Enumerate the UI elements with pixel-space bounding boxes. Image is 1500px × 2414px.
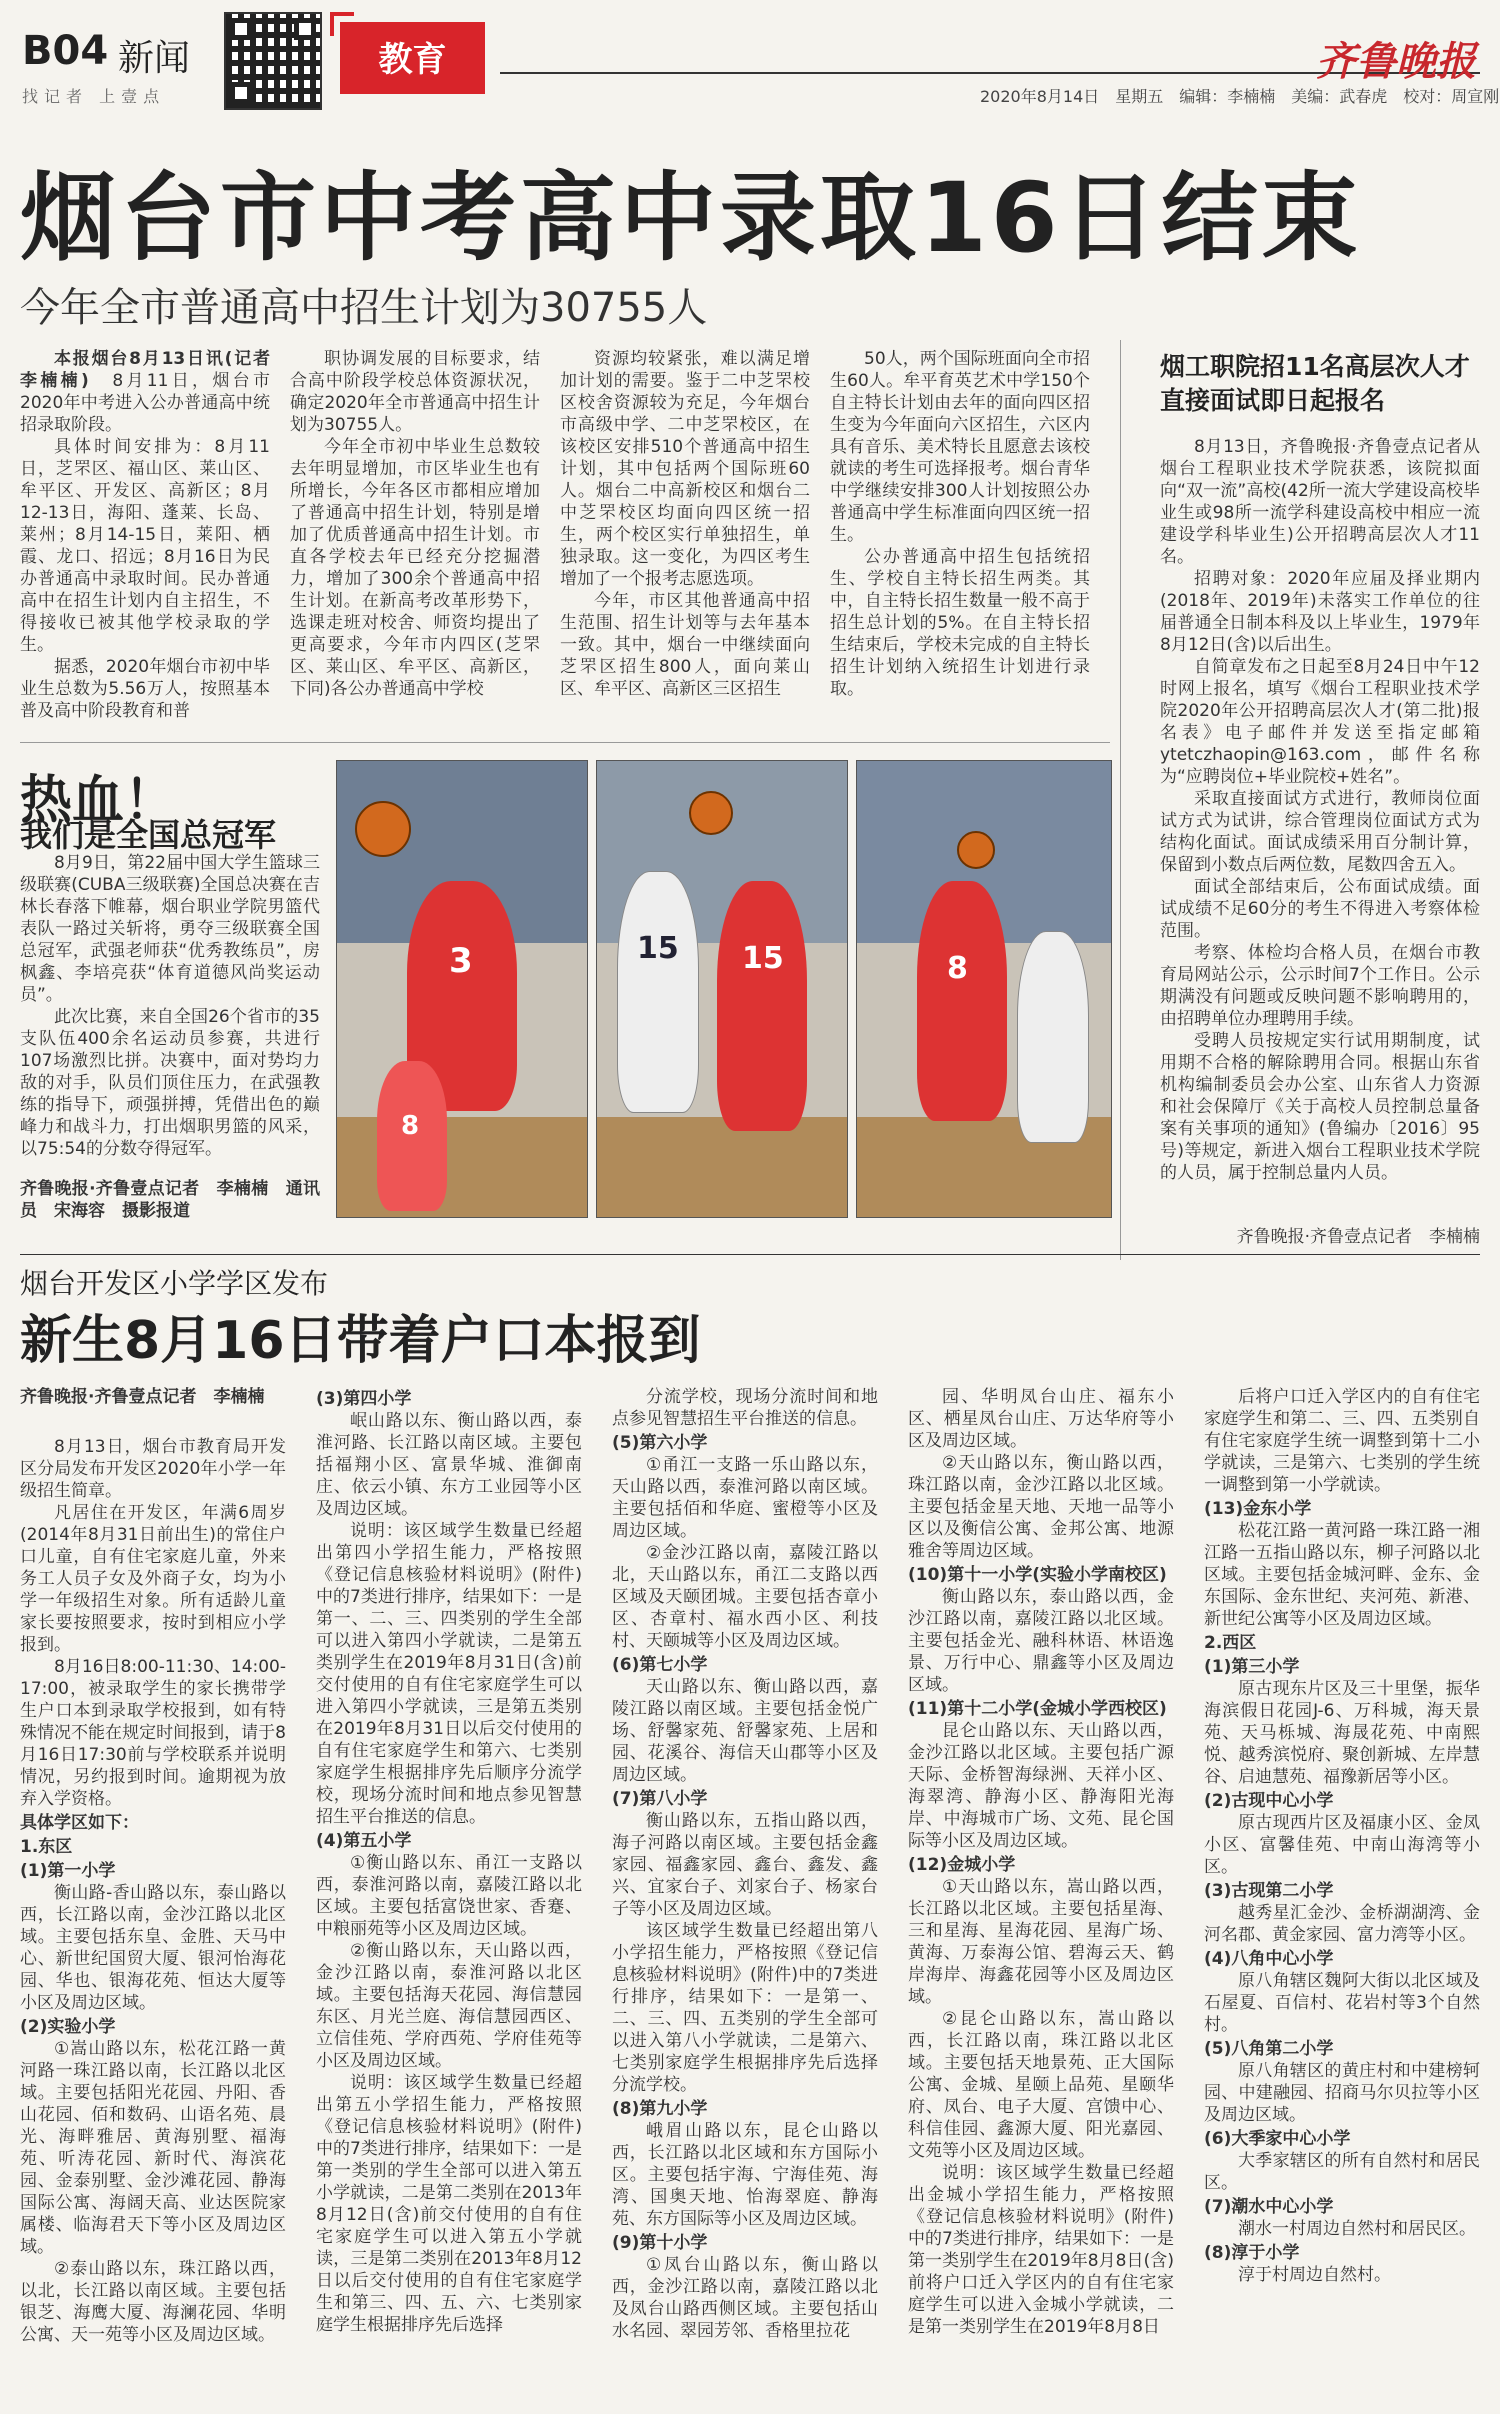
- paragraph: [1204, 2196, 1480, 2218]
- paragraph: 8月9日，第22届中国大学生篮球三级联赛(CUBA三级联赛)全国总决赛在吉林长春落下帷幕，烟台职业学院男篮代表队一路过关斩将，勇夺三级联赛全国总冠军，武强老师获“优秀教练员”，房枫鑫、李培亮获“体育道德风尚奖运动员”。: [20, 853, 320, 1005]
- school-column-2: [316, 1386, 582, 2396]
- paragraph-text: 越秀星汇金沙、金桥湖湖湾、金河名郡、黄金家园、富力湾等小区。: [1204, 1903, 1480, 1945]
- paragraph-text: 说明：该区域学生数量已经超出金城小学招生能力，严格按照《登记信息核验材料说明》(附件)中的7类进行排序，结果如下：一是第一类别学生在2019年8月8日(含)前将户口迁入学区内的自有住宅家庭学生可以进入金城小学就读，二是第一类别学生在2019年8月8日: [908, 2163, 1174, 2337]
- paragraph: [1204, 1948, 1480, 1970]
- paragraph: [316, 1830, 582, 1852]
- school-column-3: [612, 1386, 878, 2396]
- lead-column-1: [20, 348, 270, 728]
- paragraph: [1204, 2264, 1480, 2286]
- paragraph-text: 衡山路以东，五指山路以西，海子河路以南区域。主要包括金鑫家园、福鑫家园、鑫台、鑫发、鑫兴、宜家台子、刘家台子、杨家台子等小区及周边区域。: [612, 1811, 878, 1919]
- paragraph: [908, 1586, 1174, 1696]
- paragraph-text: (11)第十二小学(金城小学西校区): [908, 1699, 1167, 1719]
- lead-column-4: [830, 348, 1090, 728]
- paragraph: [612, 2098, 878, 2120]
- channel-tag-label: 教育: [378, 40, 447, 80]
- paragraph: 此次比赛，来自全国26个省市的35支队伍400余名运动员参赛，共进行107场激烈比拼。决赛中，面对势均力敌的对手，队员们顶住压力，在武强教练的指导下，顽强拼搏，凭借出色的巅峰力和战斗力，打出烟职男篮的风采，以75:54的分数夺得冠军。: [20, 1007, 320, 1159]
- paragraph: 采取直接面试方式进行，教师岗位面试方式为试讲，综合管理岗位面试方式为结构化面试。面试成绩采用百分制计算，保留到小数点后两位数，尾数四舍五入。: [1160, 789, 1480, 875]
- paragraph: [830, 546, 1090, 700]
- lead-headline: 烟台市中考高中录取16日结束: [20, 162, 1362, 274]
- section-divider: [20, 1254, 1480, 1255]
- paragraph-text: 今年全市初中毕业生总数较去年明显增加，市区毕业生也有所增长，今年各区市都相应增加了普通高中招生计划，特别是增加了优质普通高中招生计划。市直各学校去年已经充分挖掘潜力，增加了300余个普通高中招生计划。在新高考改革形势下，选课走班对校舍、师资均提出了更高要求，今年市内四区(芝罘区、莱山区、牟平区、高新区，下同)各公办普通高中学校: [290, 437, 540, 699]
- paragraph-text: 具体时间安排为：8月11日，芝罘区、福山区、莱山区、牟平区、开发区、高新区；8月12-13日，海阳、蓬莱、长岛、莱州；8月14-15日，莱阳、栖霞、龙口、招远；8月16日为民办普通高中录取时间。民办普通高中在招生计划内自主招生，不得接收已被其他学校录取的学生。: [20, 437, 270, 655]
- paragraph-text: (2)古现中心小学: [1204, 1791, 1334, 1811]
- paragraph: [1204, 1656, 1480, 1678]
- paragraph-text: 职协调发展的目标要求，结合高中阶段学校总体资源状况，确定2020年全市普通高中招生计划为30755人。: [290, 349, 540, 435]
- paragraph-text: (5)第六小学: [612, 1433, 708, 1453]
- school-column-4: [908, 1386, 1174, 2396]
- paragraph: [316, 1388, 582, 1410]
- paragraph: [1204, 1678, 1480, 1788]
- paragraph: [908, 1876, 1174, 2008]
- paragraph-text: 2.西区: [1204, 1633, 1257, 1653]
- paragraph: [612, 1788, 878, 1810]
- paragraph-text: 峨眉山路以东，昆仑山路以西，长江路以北区域和东方国际小区。主要包括宇海、宁海佳苑、海湾、国奥天地、怡海翠庭、静海苑、东方国际等小区及周边区域。: [612, 2121, 878, 2229]
- basketball-photo-1: [336, 760, 588, 1218]
- paragraph-text: 松花江路一黄河路一珠江路一湘江路一五指山路以东，柳子河路以北区域。主要包括金城河畔、金东、金东国际、金东世纪、夹河苑、新港、新世纪公寓等小区及周边区域。: [1204, 1521, 1480, 1629]
- paragraph: [1204, 1970, 1480, 2036]
- paragraph: [1204, 1812, 1480, 1878]
- basketball-title-main: 热血！: [20, 771, 177, 831]
- paragraph-text: (3)古现第二小学: [1204, 1881, 1334, 1901]
- paragraph: [612, 1542, 878, 1652]
- paragraph-text: 公办普通高中招生包括统招生、学校自主特长招生两类。其中，自主特长招生数量一般不高于招生总计划的5%。在自主特长招生结束后，学校未完成的自主特长招生计划纳入统招生计划进行录取。: [830, 547, 1090, 699]
- section-divider: [20, 742, 1110, 743]
- paragraph-text: ①嵩山路以东，松花江路一黄河路一珠江路以南，长江路以北区域。主要包括阳光花园、丹阳、香山花园、佰和数码、山语名苑、晨光、海畔雅居、黄海别墅、福海苑、听涛花园、新时代、海滨花园、金泰别墅、金沙滩花园、静海国际公寓、海阔天高、业达医院家属楼、临海君天下等小区及周边区域。: [20, 2039, 286, 2257]
- paragraph: [612, 1654, 878, 1676]
- paragraph: [612, 2254, 878, 2342]
- paragraph: [908, 1386, 1174, 1452]
- paragraph: [316, 1520, 582, 1828]
- paragraph-text: 8月13日，烟台市教育局开发区分局发布开发区2020年小学一年级招生简章。: [20, 1437, 286, 1501]
- jersey-number: 8: [947, 951, 968, 986]
- paragraph-text: (8)淳于小学: [1204, 2243, 1300, 2263]
- paragraph-text: 据悉，2020年烟台市初中毕业生总数为5.56万人，按照基本普及高中阶段教育和普: [20, 657, 270, 721]
- paragraph-text: 8月11日，烟台市2020年中考进入公办普通高中统招录取阶段。: [20, 371, 270, 435]
- paragraph-text: 岷山路以东、衡山路以西，泰淮河路、长江路以南区域。主要包括福翔小区、富景华城、淮御南庄、依云小镇、东方工业园等小区及周边区域。: [316, 1411, 582, 1519]
- paragraph: [1204, 2038, 1480, 2060]
- paragraph: [908, 1698, 1174, 1720]
- paragraph: [908, 1720, 1174, 1852]
- paragraph: [316, 2072, 582, 2336]
- paragraph-text: (4)第五小学: [316, 1831, 412, 1851]
- page-number: B04: [22, 28, 109, 74]
- paragraph: [1204, 2128, 1480, 2150]
- paragraph: [20, 1882, 286, 2014]
- paragraph: [20, 1812, 286, 1834]
- paragraph-text: ①天山路以东，嵩山路以西，长江路以北区域。主要包括星海、三和星海、星海花园、星海广场、黄海、万泰海公馆、碧海云天、鹤岸海岸、海鑫花园等小区及周边区域。: [908, 1877, 1174, 2007]
- paragraph-text: (9)第十小学: [612, 2233, 708, 2253]
- paragraph: [560, 590, 810, 700]
- paragraph-text: 分流学校，现场分流时间和地点参见智慧招生平台推送的信息。: [612, 1387, 878, 1429]
- paragraph: [1204, 2242, 1480, 2264]
- paragraph: 受聘人员按规定实行试用期制度，试用期不合格的解除聘用合同。根据山东省机构编制委员会办公室、山东省人力资源和社会保障厅《关于高校人员控制总量备案有关事项的通知》(鲁编办〔2016〕95号)等规定，新进入烟台工程职业技术学院的人员，属于控制总量内人员。: [1160, 1031, 1480, 1183]
- paragraph-text: 原八角辖区魏阿大街以北区域及石屋夏、百信村、花岩村等3个自然村。: [1204, 1971, 1480, 2035]
- paragraph-text: (4)八角中心小学: [1204, 1949, 1334, 1969]
- paragraph-text: 今年，市区其他普通高中招生范围、招生计划等与去年基本一致。其中，烟台一中继续面向芝罘区招生800人，面向莱山区、牟平区、高新区三区招生: [560, 591, 810, 699]
- school-story-byline: 齐鲁晚报·齐鲁壹点记者 李楠楠: [20, 1387, 265, 1407]
- paragraph-text: (7)潮水中心小学: [1204, 2197, 1334, 2217]
- paragraph-text: (7)第八小学: [612, 1789, 708, 1809]
- paragraph-text: 凡居住在开发区，年满6周岁(2014年8月31日前出生)的常住户口儿童，自有住宅家庭儿童，外来务工人员子女及外商子女，均为小学一年级招生对象。所有适龄儿童家长要按照要求，按时到相应小学报到。: [20, 1503, 286, 1655]
- lead-subheadline: 今年全市普通高中招生计划为30755人: [20, 285, 708, 331]
- paragraph: [1204, 1902, 1480, 1946]
- lead-column-3: [560, 348, 810, 728]
- basketball-photo-3: [856, 760, 1112, 1218]
- paragraph-text: (5)八角第二小学: [1204, 2039, 1334, 2059]
- qr-code-icon: [224, 12, 322, 110]
- basketball-title-sub: 我们是全国总冠军: [20, 816, 277, 854]
- paragraph: [20, 656, 270, 722]
- paragraph: [612, 1920, 878, 2096]
- side-story-body: [1160, 436, 1480, 1216]
- paragraph: [1204, 1632, 1480, 1654]
- paragraph-text: 原古现西片区及福康小区、金凤小区、富馨佳苑、中南山海湾等小区。: [1204, 1813, 1480, 1877]
- paragraph-text: 8月16日8:00-11:30、14:00-17:00，被录取学生的家长携带学生户口本到录取学校报到，如有特殊情况不能在规定时间报到，请于8月16日17:30前与学校联系并说明情况，另约报到时间。逾期视为放弃入学资格。: [20, 1657, 286, 1809]
- paragraph: [612, 2232, 878, 2254]
- section-name: 新闻: [118, 38, 191, 79]
- paragraph-text: 该区域学生数量已经超出第八小学招生能力，严格按照《登记信息核验材料说明》(附件)中的7类进行排序，结果如下：一是第一、二、三、四、五类别的学生全部可以进入第八小学就读，二是第六、七类别家庭学生根据排序先后选择分流学校。: [612, 1921, 878, 2095]
- basketball-photo-2: [596, 760, 848, 1218]
- paragraph: [20, 1860, 286, 1882]
- side-story-title: 烟工职院招11名高层次人才 直接面试即日起报名: [1160, 352, 1470, 415]
- paragraph: [20, 1436, 286, 1502]
- paragraph: [908, 2162, 1174, 2338]
- paragraph: [560, 348, 810, 590]
- paragraph: [20, 1502, 286, 1656]
- paragraph: [290, 348, 540, 436]
- paragraph: 自简章发布之日起至8月24日中午12时网上报名，填写《烟台工程职业技术学院2020年公开招聘高层次人才(第二批)报名表》电子邮件并发送至指定邮箱ytetczhaopin@163.com，邮件名称为“应聘岗位+毕业院校+姓名”。: [1160, 657, 1480, 787]
- paragraph-text: ①衡山路以东、甬江一支路以西，泰淮河路以南，嘉陵江路以北区域。主要包括富饶世家、香蹇、中粮丽苑等小区及周边区域。: [316, 1853, 582, 1939]
- paragraph: [612, 1386, 878, 1430]
- paragraph: [20, 436, 270, 656]
- masthead-meta-line: 2020年8月14日 星期五 编辑：李楠楠 美编：武春虎 校对：周宣刚: [980, 87, 1500, 106]
- paragraph: [1204, 2150, 1480, 2194]
- paragraph-text: ②昆仑山路以东，嵩山路以西，长江路以南，珠江路以北区域。主要包括天地景苑、正大国际公寓、金城、星颐上品苑、星颐华府、凤台、电子大厦、宫馈中心、科信佳园、鑫源大厦、阳光嘉园、文苑等小区及周边区域。: [908, 2009, 1174, 2161]
- paragraph-text: 后将户口迁入学区内的自有住宅家庭学生和第二、三、四、五类别自有住宅家庭学生统一调整到第十二小学就读，三是第六、七类别的学生统一调整到第一小学就读。: [1204, 1387, 1480, 1495]
- basketball-body: [20, 852, 320, 1170]
- paragraph-text: (13)金东小学: [1204, 1499, 1312, 1519]
- paragraph-text: 具体学区如下：: [20, 1813, 139, 1833]
- paragraph: [908, 1452, 1174, 1562]
- paragraph: [1204, 1498, 1480, 1520]
- paragraph-text: ②天山路以东，衡山路以西，珠江路以南，金沙江路以北区域。主要包括金星天地、天地一品等小区以及衡信公寓、金邦公寓、地源雅舍等周边区域。: [908, 1453, 1174, 1561]
- paragraph: 考察、体检均合格人员，在烟台市教育局网站公示，公示时间7个工作日。公示期满没有问题或反映问题不影响聘用的，由招聘单位办理聘用手续。: [1160, 943, 1480, 1029]
- school-column-1: [20, 1436, 286, 2396]
- paragraph-text: 1.东区: [20, 1837, 73, 1857]
- paragraph-text: (6)第七小学: [612, 1655, 708, 1675]
- paragraph-text: 大季家辖区的所有自然村和居民区。: [1204, 2151, 1480, 2193]
- paragraph: [908, 1564, 1174, 1586]
- paragraph-text: (10)第十一小学(实验小学南校区): [908, 1565, 1167, 1585]
- paragraph: 面试全部结束后，公布面试成绩。面试成绩不足60分的考生不得进入考察体检范围。: [1160, 877, 1480, 941]
- paragraph-text: ②金沙江路以南，嘉陵江路以北，天山路以东，甬江二支路以西区域及天颐团城。主要包括杏章小区、杏章村、福水西小区、利技村、天颐城等小区及周边区域。: [612, 1543, 878, 1651]
- paragraph: [612, 1432, 878, 1454]
- paragraph: [20, 348, 270, 436]
- paragraph: [908, 1854, 1174, 1876]
- paragraph: [1204, 1880, 1480, 1902]
- paragraph: 招聘对象：2020年应届及择业期内(2018年、2019年)未落实工作单位的往届普通全日制本科及以上毕业生，1979年8月12日(含)以后出生。: [1160, 569, 1480, 655]
- paragraph-text: (2)实验小学: [20, 2017, 116, 2037]
- paragraph-text: 说明：该区域学生数量已经超出第四小学招生能力，严格按照《登记信息核验材料说明》(附件)中的7类进行排序，结果如下：一是第一、二、三、四类别的学生全部可以进入第四小学就读，二是第五类别学生在2019年8月31日(含)前交付使用的自有住宅家庭学生可以进入第四小学就读，三是第五类别在2019年8月31日以后交付使用的自有住宅家庭学生和第六、七类别家庭学生根据排序先后顺序分流学校，现场分流时间和地点参见智慧招生平台推送的信息。: [316, 1521, 582, 1827]
- paragraph-text: 潮水一村周边自然村和居民区。: [1238, 2219, 1476, 2239]
- paragraph-text: (8)第九小学: [612, 2099, 708, 2119]
- paragraph-text: (1)第一小学: [20, 1861, 116, 1881]
- jersey-number: 15: [742, 941, 784, 976]
- paragraph: [1204, 1790, 1480, 1812]
- paragraph: [290, 436, 540, 700]
- masthead-sub-labels: 找记者 上壹点: [22, 87, 166, 106]
- paragraph: [20, 2038, 286, 2258]
- paragraph: [1204, 2060, 1480, 2126]
- paragraph-text: ②衡山路以东，天山路以西，金沙江路以南，泰淮河路以北区域。主要包括海天花园、海信慧园东区、月光兰庭、海信慧园西区、立信佳苑、学府西苑、学府佳苑等小区及周边区域。: [316, 1941, 582, 2071]
- paragraph-text: 说明：该区域学生数量已经超出第五小学招生能力，严格按照《登记信息核验材料说明》(附件)中的7类进行排序，结果如下：一是第一类别的学生全部可以进入第五小学就读，二是第二类别在2013年8月12日(含)前交付使用的自有住宅家庭学生可以进入第五小学就读，三是第二类别在2013年8月12日以后交付使用的自有住宅家庭学生和第三、四、五、六、七类别家庭学生根据排序先后选择: [316, 2073, 582, 2335]
- paragraph: [908, 2008, 1174, 2162]
- paragraph: [20, 2258, 286, 2346]
- paragraph-text: (12)金城小学: [908, 1855, 1016, 1875]
- paragraph-text: 衡山路-香山路以东，泰山路以西，长江路以南，金沙江路以北区域。主要包括东皇、金胜、天马中心、新世纪国贸大厦、银河怡海花园、华也、银海花苑、恒达大厦等小区及周边区域。: [20, 1883, 286, 2013]
- jersey-number: 8: [401, 1111, 420, 1141]
- paragraph-text: (6)大季家中心小学: [1204, 2129, 1351, 2149]
- paragraph-text: 原古现东片区及三十里堡，振华海滨假日花园J-6、万科城，海天景苑、天马栎城、海晟花苑、中南熙悦、越秀滨悦府、聚创新城、左岸慧谷、启迪慧苑、福豫新居等小区。: [1204, 1679, 1480, 1787]
- column-divider: [1120, 340, 1121, 1260]
- channel-tag: [340, 22, 485, 94]
- paragraph-text: (1)第三小学: [1204, 1657, 1300, 1677]
- paragraph: 8月13日，齐鲁晚报·齐鲁壹点记者从烟台工程职业技术学院获悉，该院拟面向“双一流”高校(42所一流大学建设高校毕业生或98所一流学科建设高校中相应一流建设学科毕业生)公开招聘高层次人才11名。: [1160, 437, 1480, 567]
- paragraph-text: (3)第四小学: [316, 1389, 412, 1409]
- paragraph: [316, 1410, 582, 1520]
- jersey-number: 15: [637, 931, 679, 966]
- school-story-kicker: 烟台开发区小学学区发布: [20, 1267, 329, 1300]
- paragraph-text: 50人，两个国际班面向全市招生60人。牟平育英艺术中学150个自主特长计划由去年的面向四区招生变为今年面向六区招生，六区内具有音乐、美术特长且愿意去该校就读的考生可选择报考。烟台青华中学继续安排300人计划按照公办普通高中学生标准面向四区统一招生。: [830, 349, 1090, 545]
- paragraph: [612, 1810, 878, 1920]
- paper-logo: 齐鲁晚报: [1316, 38, 1476, 85]
- paragraph-text: ①甬江一支路一乐山路以东，天山路以西，泰淮河路以南区域。主要包括佰和华庭、蜜橙等小区及周边区域。: [612, 1455, 878, 1541]
- side-story-byline: 齐鲁晚报·齐鲁壹点记者 李楠楠: [1236, 1227, 1480, 1247]
- paragraph: [1204, 2218, 1480, 2240]
- paragraph: [612, 2120, 878, 2230]
- basketball-byline: 齐鲁晚报·齐鲁壹点记者 李楠楠 通讯员 宋海容 摄影报道: [20, 1179, 320, 1221]
- paragraph: [830, 348, 1090, 546]
- paragraph: [612, 1676, 878, 1786]
- paragraph: [316, 1940, 582, 2072]
- jersey-number: 3: [449, 941, 473, 981]
- paragraph-text: ②泰山路以东，珠江路以西，以北，长江路以南区域。主要包括银芝、海鹰大厦、海澜花园、华明公寓、天一苑等小区及周边区域。: [20, 2259, 286, 2345]
- paragraph-text: 资源均较紧张，难以满足增加计划的需要。鉴于二中芝罘校区校舍资源较为充足，今年烟台市高级中学、二中芝罘校区，在该校区安排510个普通高中招生计划，其中包括两个国际班60人。烟台二中高新校区和烟台二中芝罘校区均面向四区统一招生，两个校区实行单独招生，单独录取。这一变化，为四区考生增加了一个报考志愿选项。: [560, 349, 810, 589]
- paragraph-text: 园、华明凤台山庄、福东小区、栖星凤台山庄、万达华府等小区及周边区域。: [908, 1387, 1174, 1451]
- paragraph-text: 原八角辖区的黄庄村和中建榜轲园、中建融园、招商马尔贝拉等小区及周边区域。: [1204, 2061, 1480, 2125]
- masthead: [0, 0, 1500, 112]
- paragraph: [20, 1836, 286, 1858]
- paragraph: [20, 2016, 286, 2038]
- school-story-title: 新生8月16日带着户口本报到: [20, 1311, 701, 1371]
- paragraph-text: 淳于村周边自然村。: [1238, 2265, 1391, 2285]
- school-column-5: [1204, 1386, 1480, 2396]
- paragraph: [316, 1852, 582, 1940]
- paragraph-text: ①凤台山路以东，衡山路以西，金沙江路以南，嘉陵江路以北及凤台山路西侧区域。主要包括山水名园、翠园芳邻、香格里拉花: [612, 2255, 878, 2341]
- paragraph-text: 昆仑山路以东、天山路以西，金沙江路以北区域。主要包括广源天际、金桥智海绿洲、天祥小区、海翠湾、静海小区、静海阳光海岸、中海城市广场、文苑、昆仑国际等小区及周边区域。: [908, 1721, 1174, 1851]
- paragraph: [1204, 1386, 1480, 1496]
- dateline: 本报烟台8月13日讯(记者 李楠楠): [20, 349, 270, 391]
- paragraph: [612, 1454, 878, 1542]
- paragraph-text: 衡山路以东，泰山路以西，金沙江路以南，嘉陵江路以北区域。主要包括金光、融科林语、林语逸景、万行中心、鼎鑫等小区及周边区域。: [908, 1587, 1174, 1695]
- lead-column-2: [290, 348, 540, 728]
- paragraph: [1204, 1520, 1480, 1630]
- paragraph: [20, 1656, 286, 1810]
- paragraph-text: 天山路以东、衡山路以西，嘉陵江路以南区域。主要包括金悦广场、舒馨家苑、舒馨家苑、上居和园、花溪谷、海信天山郡等小区及周边区域。: [612, 1677, 878, 1785]
